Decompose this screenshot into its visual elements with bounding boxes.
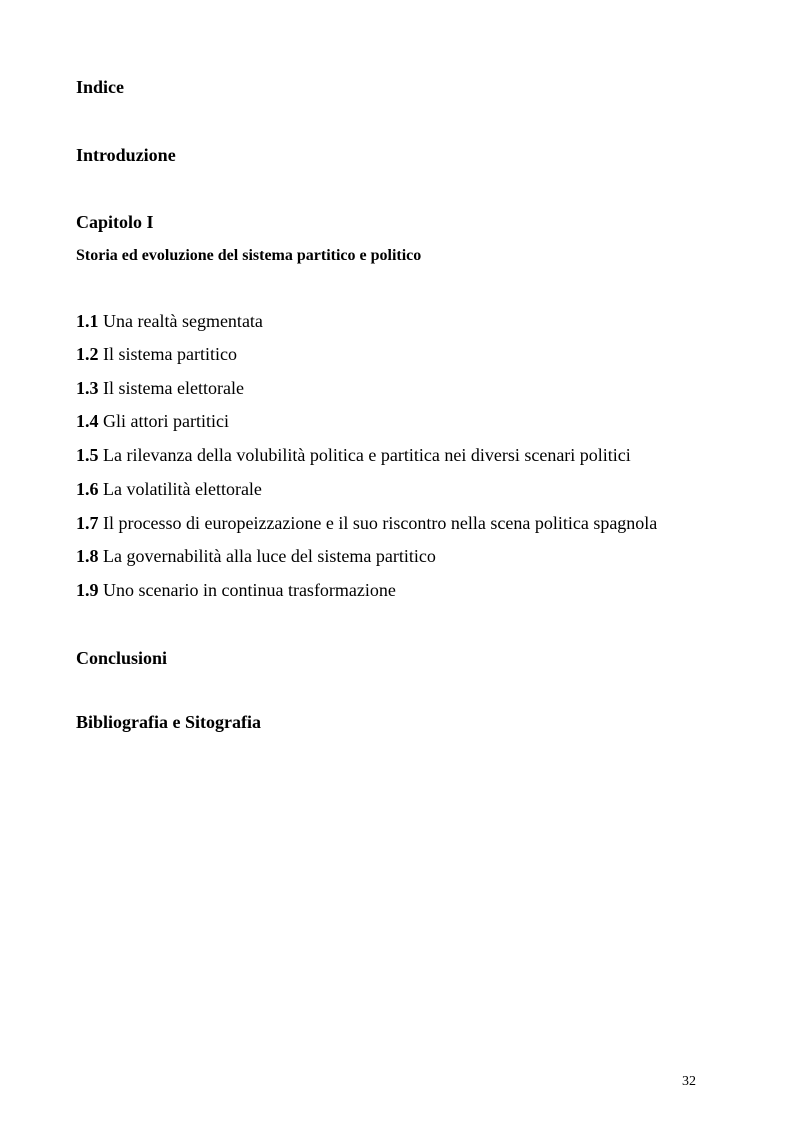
toc-entry-number: 1.4	[76, 411, 99, 431]
toc-entry	[76, 345, 237, 363]
chapter-label: Capitolo I	[76, 212, 154, 232]
toc-entry-number: 1.2	[76, 344, 99, 364]
toc-entry-number: 1.6	[76, 479, 99, 499]
conclusions-heading: Conclusioni	[76, 648, 168, 668]
toc-entry-text: Uno scenario in continua trasformazione	[103, 580, 396, 600]
index-title: Indice	[76, 77, 125, 97]
toc-entry-number: 1.7	[76, 513, 99, 533]
toc-entry-text: Il processo di europeizzazione e il suo riscontro nella scena politica spagnola	[103, 513, 658, 533]
toc-entry-text: Una realtà segmentata	[103, 311, 263, 331]
toc-entry	[76, 514, 657, 532]
toc-entry-number: 1.5	[76, 445, 99, 465]
toc-entry-number: 1.3	[76, 378, 99, 398]
toc-entry	[76, 446, 631, 464]
toc-entry-number: 1.9	[76, 580, 99, 600]
toc-entry-text: La rilevanza della volubilità politica e partitica nei diversi scenari politici	[103, 445, 631, 465]
toc-entry	[76, 480, 262, 498]
chapter-title: Storia ed evoluzione del sistema partitico e politico	[76, 247, 422, 264]
toc-entry-text: La governabilità alla luce del sistema partitico	[103, 546, 436, 566]
toc-entry-number: 1.1	[76, 311, 99, 331]
introduction-heading: Introduzione	[76, 145, 176, 165]
toc-entry-text: La volatilità elettorale	[103, 479, 262, 499]
toc-entry-text: Il sistema partitico	[103, 344, 237, 364]
toc-entry	[76, 547, 436, 565]
toc-entry-text: Gli attori partitici	[103, 411, 229, 431]
toc-entry	[76, 379, 244, 397]
toc-entry-text: Il sistema elettorale	[103, 378, 244, 398]
page-number: 32	[682, 1074, 696, 1089]
toc-entry	[76, 412, 229, 430]
toc-entry-number: 1.8	[76, 546, 99, 566]
toc-entry	[76, 312, 263, 330]
toc-entry	[76, 581, 396, 599]
bibliography-heading: Bibliografia e Sitografia	[76, 712, 261, 732]
